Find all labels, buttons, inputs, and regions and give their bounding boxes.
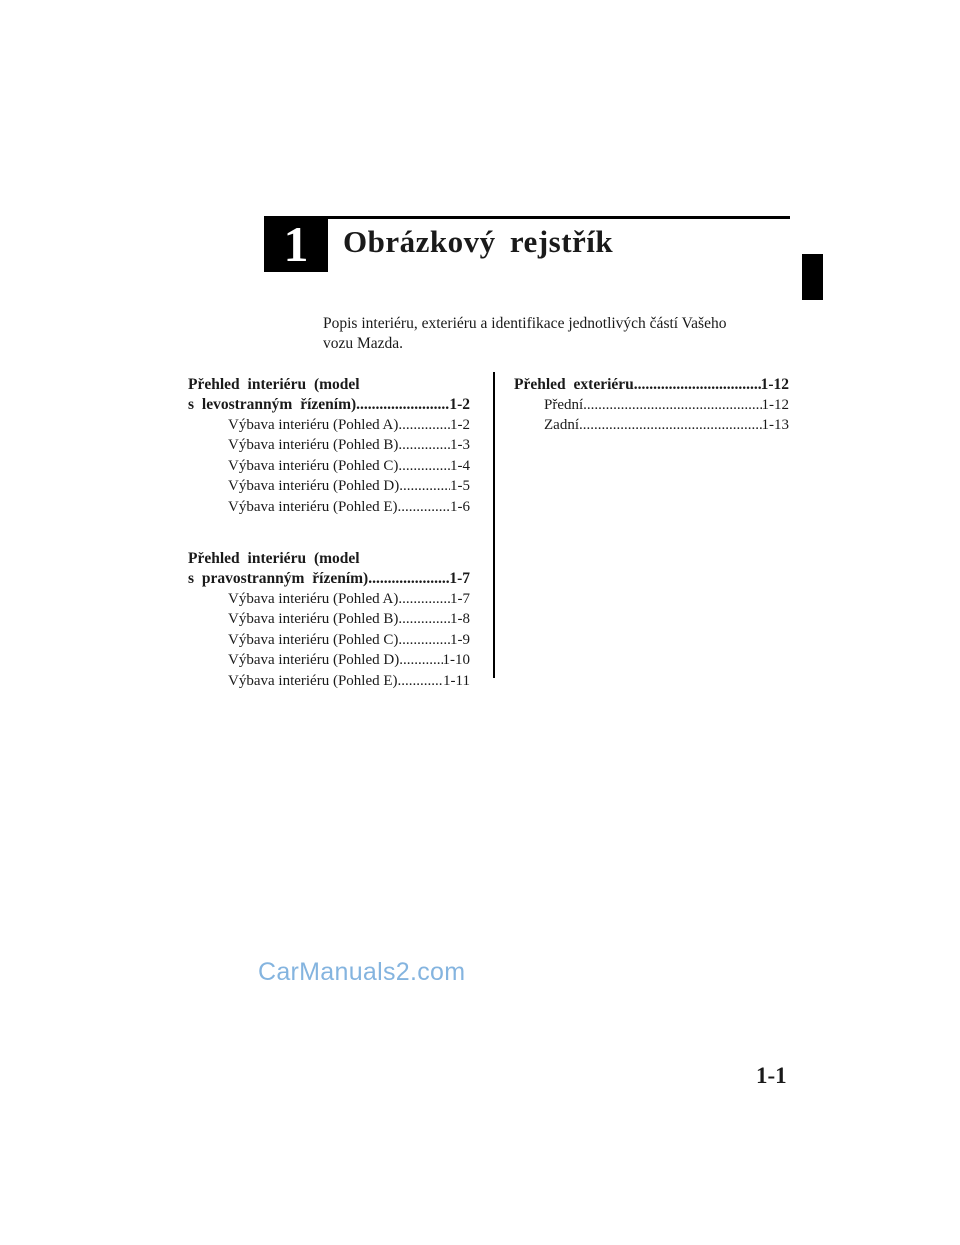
toc-item-label: Zadní (544, 417, 579, 434)
toc-item-label: Výbava interiéru (Pohled B) (228, 611, 399, 628)
dot-leader (368, 569, 449, 589)
toc-page-ref: 1-2 (449, 396, 470, 413)
dot-leader (356, 395, 449, 415)
dot-leader (398, 589, 450, 609)
toc-item[interactable] (188, 497, 470, 517)
dot-leader (399, 650, 442, 670)
dot-leader (398, 630, 450, 650)
toc-item[interactable] (188, 456, 470, 476)
dot-leader (398, 435, 450, 455)
toc-heading-entry[interactable] (188, 395, 470, 415)
toc-item-label: Výbava interiéru (Pohled E) (228, 672, 398, 689)
toc-right-column (514, 375, 789, 436)
toc-heading-line[interactable]: Přehled interiéru (model (188, 550, 360, 568)
toc-page-ref: 1-8 (450, 611, 470, 628)
toc-item[interactable] (188, 415, 470, 435)
dot-leader (399, 476, 450, 496)
toc-left-column (188, 375, 470, 691)
toc-item[interactable] (188, 671, 470, 691)
toc-group-exterior (514, 375, 789, 436)
toc-group-rhd (188, 549, 470, 691)
toc-heading-entry[interactable] (514, 375, 789, 395)
toc-page-ref: 1-6 (450, 498, 470, 515)
toc-page-ref: 1-13 (761, 417, 789, 434)
toc-item-label: Výbava interiéru (Pohled B) (228, 437, 399, 454)
dot-leader (634, 375, 761, 395)
toc-item[interactable] (188, 630, 470, 650)
chapter-intro (323, 314, 763, 354)
toc-page-ref: 1-7 (449, 570, 470, 588)
toc-item-label: Výbava interiéru (Pohled A) (228, 591, 399, 608)
toc-page-ref: 1-7 (450, 591, 470, 608)
dot-leader (579, 415, 762, 435)
column-divider (493, 372, 495, 678)
toc-item-label: Výbava interiéru (Pohled D) (228, 478, 400, 495)
toc-item-label: Výbava interiéru (Pohled D) (228, 652, 400, 669)
toc-heading-line[interactable]: Přehled interiéru (model (188, 376, 360, 393)
toc-item[interactable] (188, 650, 470, 670)
chapter-rule (328, 216, 790, 219)
toc-group-spacer (188, 517, 470, 549)
toc-page-ref: 1-9 (450, 631, 470, 648)
intro-line-1: Popis interiéru, exteriéru a identifikace jednotlivých částí Vašeho (323, 315, 727, 332)
toc-page-ref: 1-5 (450, 478, 470, 495)
dot-leader (398, 671, 444, 691)
dot-leader (583, 395, 761, 415)
toc-page-ref: 1-12 (760, 376, 789, 393)
toc-heading-entry[interactable] (188, 569, 470, 589)
dot-leader (398, 497, 450, 517)
dot-leader (398, 456, 450, 476)
toc-heading-text: s levostranným řízením) (188, 396, 357, 413)
toc-item[interactable] (188, 589, 470, 609)
intro-line-2: vozu Mazda. (323, 335, 404, 352)
watermark-logo: CarManuals2.com (258, 958, 466, 986)
toc-item-label: Přední (544, 397, 584, 413)
toc-heading-text: s pravostranným řízením) (188, 570, 369, 588)
chapter-side-tab (802, 254, 823, 300)
toc-item-label: Výbava interiéru (Pohled A) (228, 417, 399, 433)
toc-group-lhd (188, 375, 470, 517)
dot-leader (398, 609, 450, 629)
toc-page-ref: 1-10 (442, 652, 470, 669)
page-number: 1-1 (756, 1063, 787, 1088)
toc-page-ref: 1-4 (450, 457, 470, 474)
toc-page-ref: 1-3 (450, 437, 470, 454)
toc-page-ref: 1-12 (761, 397, 789, 413)
toc-item[interactable] (188, 435, 470, 455)
toc-item[interactable] (188, 609, 470, 629)
toc-item[interactable] (188, 476, 470, 496)
toc-page-ref: 1-2 (450, 417, 470, 433)
toc-item[interactable] (514, 395, 789, 415)
chapter-title: Obrázkový rejstřík (343, 224, 614, 259)
toc-page-ref: 1-11 (443, 672, 470, 689)
toc-heading-text: Přehled exteriéru (514, 376, 634, 393)
toc-item-label: Výbava interiéru (Pohled C) (228, 457, 399, 474)
chapter-number: 1 (283, 216, 309, 272)
toc-item-label: Výbava interiéru (Pohled C) (228, 631, 399, 648)
dot-leader (398, 415, 450, 435)
chapter-number-box (264, 216, 328, 272)
toc-item-label: Výbava interiéru (Pohled E) (228, 498, 398, 515)
toc-item[interactable] (514, 415, 789, 435)
